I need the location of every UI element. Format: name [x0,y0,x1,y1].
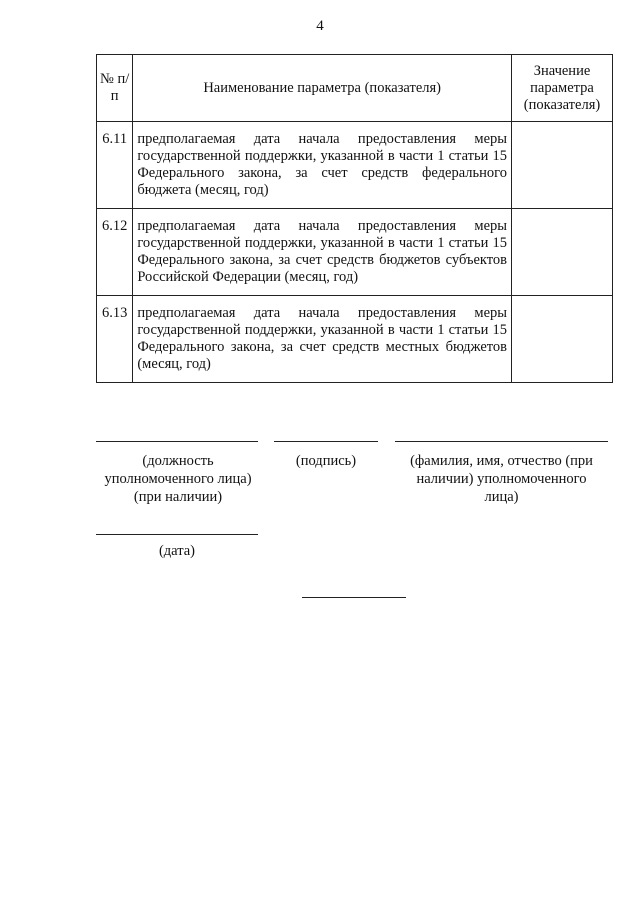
row-value [512,122,613,209]
header-name [133,55,512,122]
table-row [97,209,613,296]
date-label: (дата) [158,543,196,559]
row-value [512,296,613,383]
parameters-table [96,54,613,383]
position-label: (должность уполномоченного лица) (при наличии) [104,453,252,505]
row-num: 6.13 [97,296,133,383]
row-num: 6.11 [97,122,133,209]
table-row [97,122,613,209]
table-header-row [97,55,613,122]
name-label: (фамилия, имя, отчество (при наличии) уполномоченного лица) [410,453,593,505]
signature-line [274,441,378,442]
document-end-line [302,597,406,598]
header-value [512,55,613,122]
position-signature-line [96,441,258,442]
signature-label: (подпись) [295,453,357,469]
row-name: предполагаемая дата начала предоставления меры государственной поддержки, указанной в части 1 статьи 15 Федерального закона, за счет средств местных бюджетов (месяц, год) [133,296,512,383]
header-num-label: № п/п [100,71,130,104]
header-value-label: Значение параметра (показателя) [523,62,601,113]
date-line [96,534,258,535]
table-row [97,296,613,383]
row-name: предполагаемая дата начала предоставления меры государственной поддержки, указанной в части 1 статьи 15 Федерального закона, за счет средств бюджетов субъектов Российской Федерации (месяц, год) [133,209,512,296]
row-num: 6.12 [97,209,133,296]
name-signature-line [395,441,608,442]
row-value [512,209,613,296]
page-number: 4 [316,18,324,34]
row-name: предполагаемая дата начала предоставления меры государственной поддержки, указанной в части 1 статьи 15 Федерального закона, за счет средств федерального бюджета (месяц, год) [133,122,512,209]
header-name-label: Наименование параметра (показателя) [203,79,441,96]
header-num [97,55,133,122]
